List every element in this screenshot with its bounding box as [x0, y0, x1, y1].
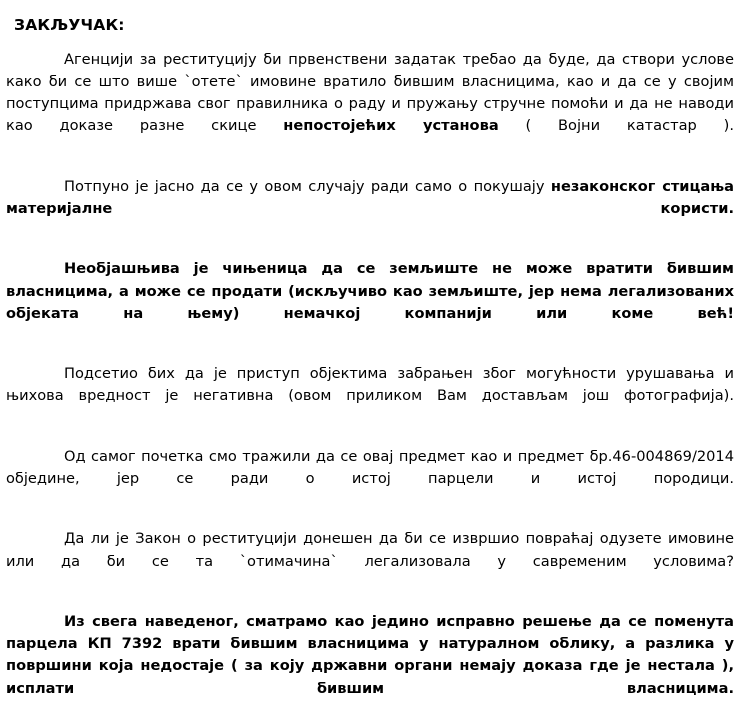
page-title: ЗАКЉУЧАК:	[14, 16, 125, 34]
paragraph-5	[6, 446, 734, 513]
paragraph-6-run-1: Да ли је Закон о реституцији донешен да би се извршио повраћај одузете имовине или да би се та `отимачина` легализовала у савременим условима?	[6, 530, 734, 570]
paragraph-5-run-1: Од самог почетка смо тражили да се овај предмет као и предмет бр.46-004869/2014 обједине, јер се ради о истој парцели и истој породици.	[6, 447, 734, 488]
paragraph-1-run-2-bold: непостојећих установа	[283, 117, 499, 135]
paragraph-1	[6, 49, 734, 160]
paragraph-7	[6, 611, 734, 722]
document-body	[6, 49, 734, 722]
paragraph-2-run-2-bold: незаконског стицања материјалне користи.	[6, 177, 734, 218]
paragraph-7-run-1: Из свега наведеног, сматрамо као једино исправно решење да се поменута парцела КП 7392 врати бившим власницима у натуралном облику, а разлика у површини која недостаје ( за коју државни органи немају доказа где је нестала ), исплати бившим власницима.	[6, 613, 734, 697]
paragraph-2-run-1: Потпуно је јасно да се у овом случају ради само о покушају	[64, 177, 551, 195]
paragraph-1-run-3: ( Војни катастар ).	[498, 117, 734, 135]
paragraph-2	[6, 176, 734, 243]
paragraph-6	[6, 528, 734, 595]
paragraph-4-run-1: Подсетио бих да је приступ објектима забрањен због могућности урушавања и њихова вредност је негативна (овом приликом Вам достављам још фотографија).	[6, 365, 734, 405]
paragraph-1-run-1: Агенцији за реституцију би првенствени задатак требао да буде, да створи услове како би се што више `отете` имовине вратило бившим власницима, као и да се у својим поступцима придржава свог правилника о раду и пружању стручне помоћи и да не наводи као доказе разне скице	[6, 50, 734, 135]
paragraph-4	[6, 363, 734, 430]
paragraph-3-run-1: Необјашњива је чињеница да се земљиште не може вратити бившим власницима, а може се продати (искључиво као земљиште, јер нема легализованих објеката на њему) немачкој компанији или коме већ!	[6, 260, 734, 322]
paragraph-3	[6, 258, 734, 347]
